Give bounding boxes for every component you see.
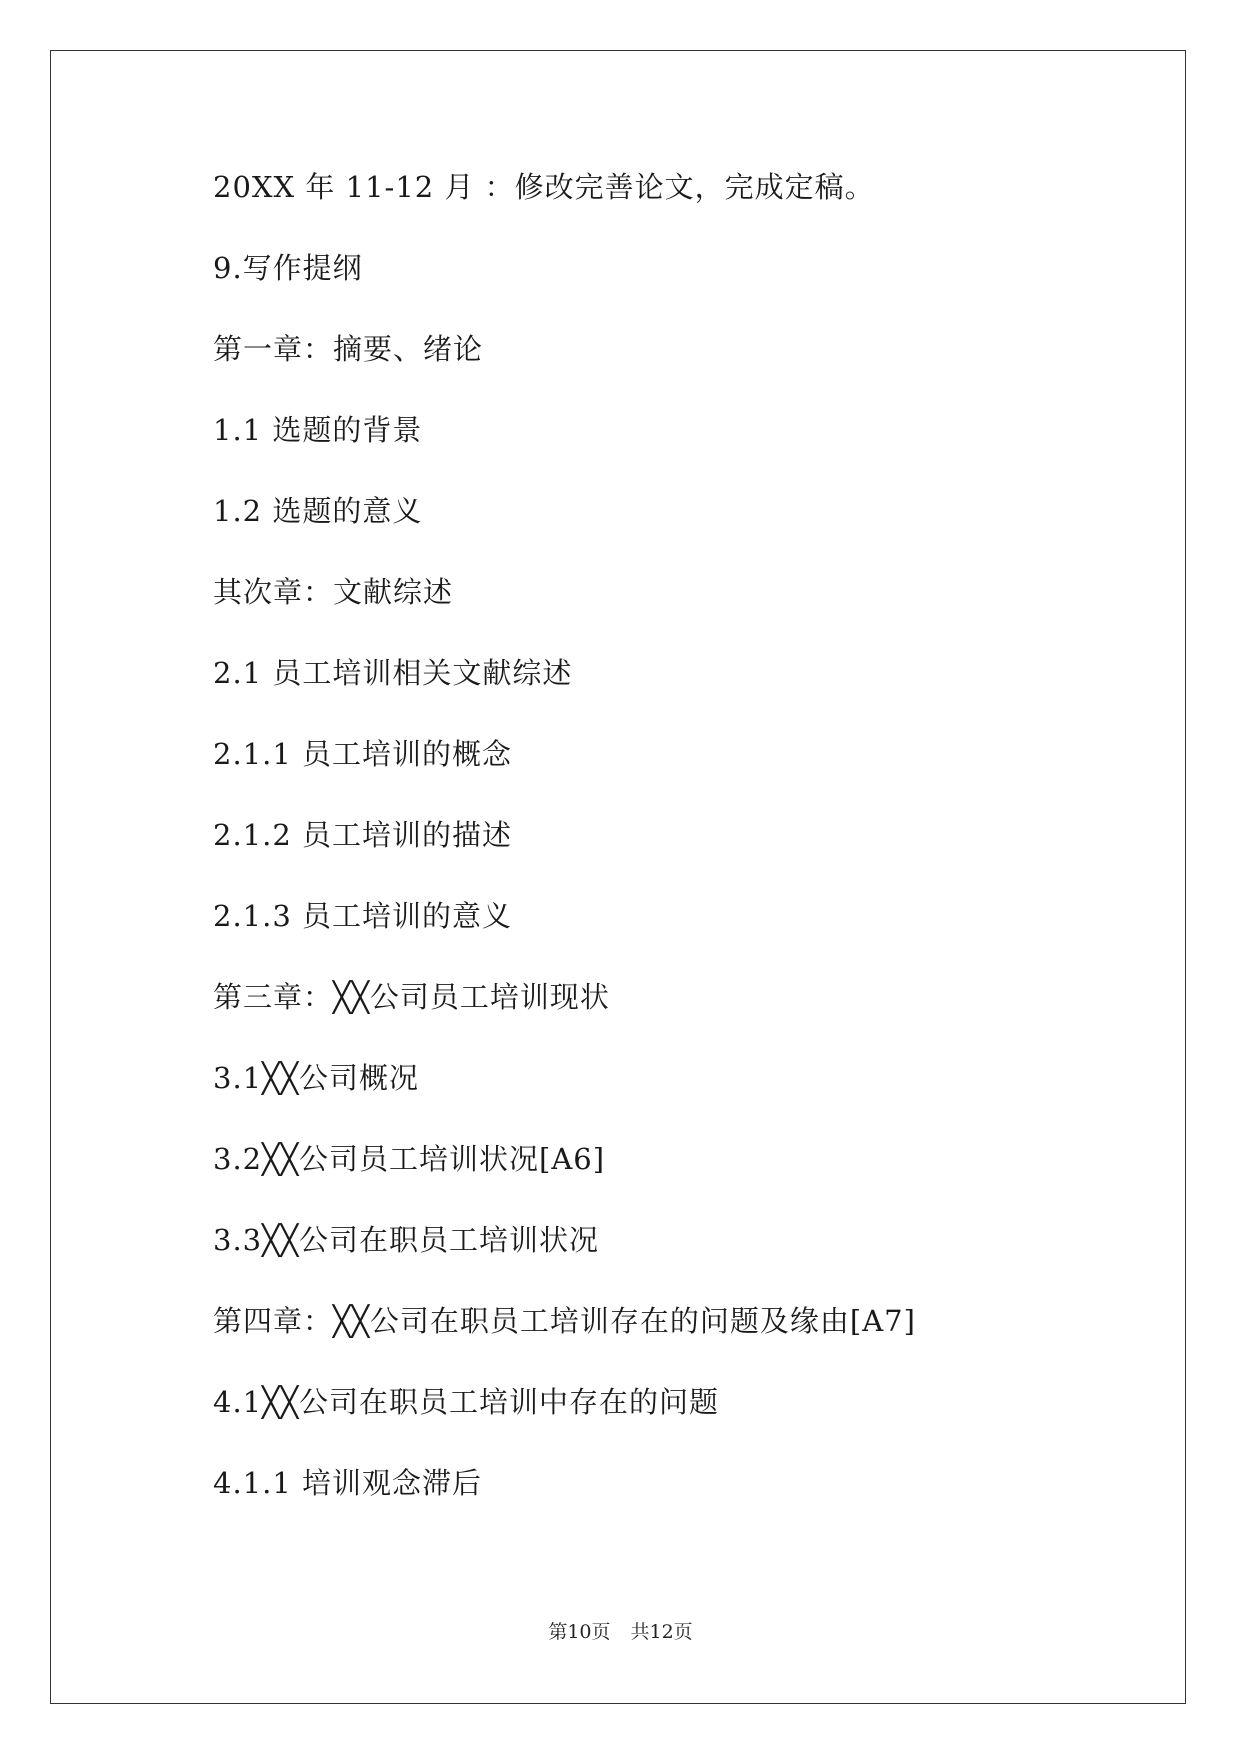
outline-item: 4.1╳╳公司在职员工培训中存在的问题 <box>213 1385 720 1419</box>
outline-item: 1.1 选题的背景 <box>213 413 423 447</box>
outline-item: 2.1 员工培训相关文献综述 <box>213 656 573 690</box>
chapter-heading: 第三章：╳╳公司员工培训现状 <box>213 980 610 1014</box>
chapter-heading: 第一章：摘要、绪论 <box>213 332 484 366</box>
outline-subitem: 4.1.1 培训观念滞后 <box>213 1466 483 1500</box>
text-line: 20XX 年 11-12 月 ：修改完善论文，完成定稿。 <box>213 170 875 204</box>
outline-subitem: 2.1.1 员工培训的概念 <box>213 737 513 771</box>
outline-item: 1.2 选题的意义 <box>213 494 423 528</box>
outline-subitem: 2.1.2 员工培训的描述 <box>213 818 513 852</box>
page-footer <box>0 1620 1241 1644</box>
outline-subitem: 2.1.3 员工培训的意义 <box>213 899 513 933</box>
chapter-heading: 第四章：╳╳公司在职员工培训存在的问题及缘由[A7] <box>213 1304 916 1338</box>
page-number-total: 共12页 <box>630 1621 693 1643</box>
outline-item: 3.2╳╳公司员工培训状况[A6] <box>213 1142 606 1176</box>
document-body <box>213 168 1173 1545</box>
chapter-heading: 其次章：文献综述 <box>213 575 454 609</box>
outline-item: 3.1╳╳公司概况 <box>213 1061 420 1095</box>
section-heading: 9.写作提纲 <box>213 251 363 285</box>
outline-item: 3.3╳╳公司在职员工培训状况 <box>213 1223 600 1257</box>
page-number-current: 第10页 <box>548 1621 611 1643</box>
